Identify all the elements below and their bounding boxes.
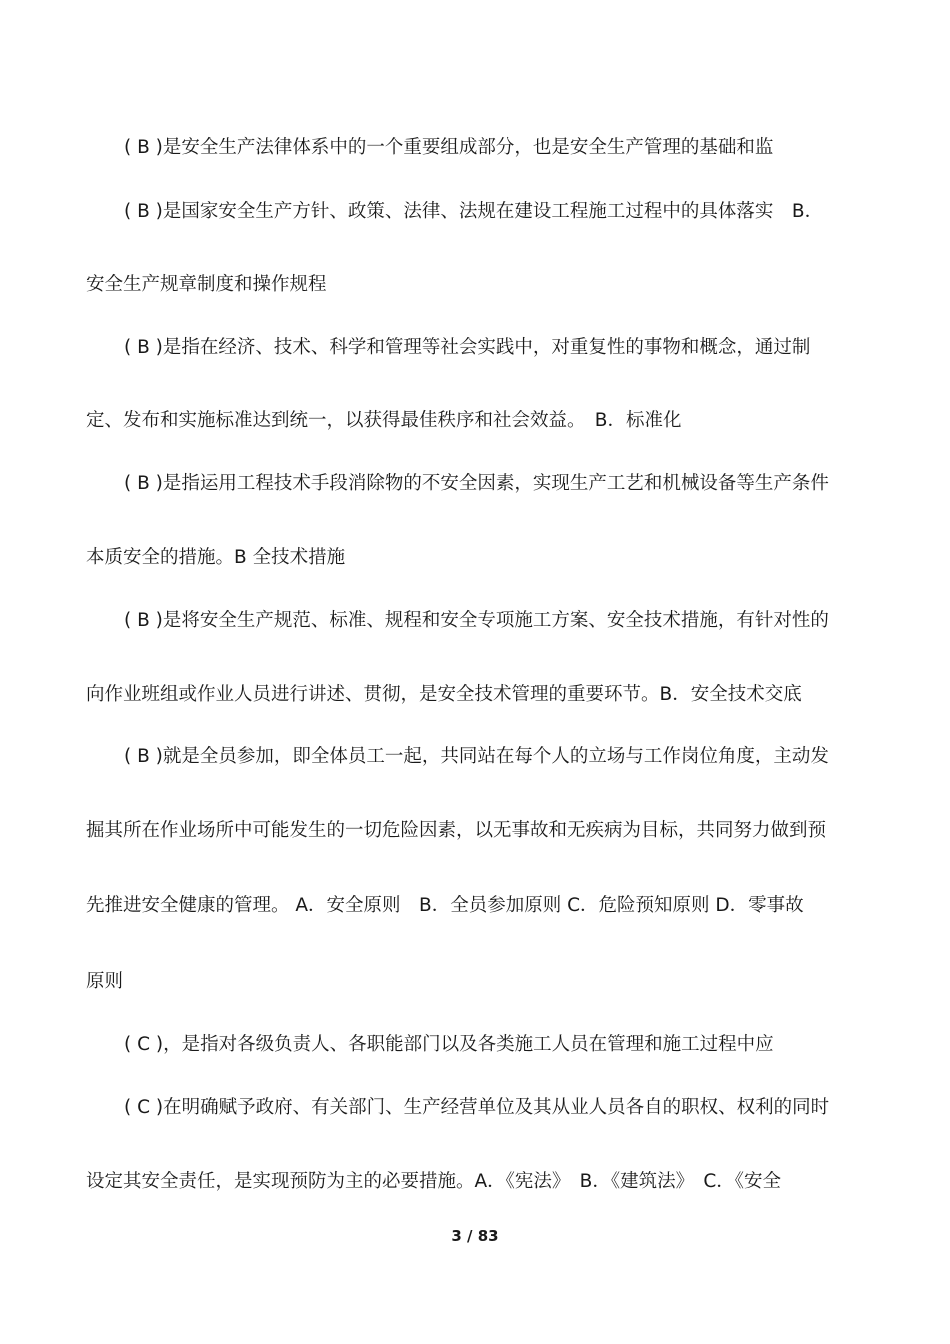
text-line: 定、发布和实施标准达到统一，以获得最佳秩序和社会效益。 B．标准化 — [86, 410, 682, 431]
text-line: 安全生产规章制度和操作规程 — [86, 274, 327, 295]
text-line: ( C )，是指对各级负责人、各职能部门以及各类施工人员在管理和施工过程中应 — [124, 1034, 774, 1055]
text-line: ( B )是国家安全生产方针、政策、法律、法规在建设工程施工过程中的具体落实 B． — [124, 201, 824, 222]
text-line: ( C )在明确赋予政府、有关部门、生产经营单位及其从业人员各自的职权、权利的同时 — [124, 1097, 830, 1118]
text-line: 先推进安全健康的管理。 A．安全原则 B．全员参加原则 C．危险预知原则 D．零事故 — [86, 895, 804, 916]
text-line: 设定其安全责任，是实现预防为主的必要措施。A．《宪法》 B．《建筑法》 C．《安全 — [86, 1171, 782, 1192]
text-line: 掘其所在作业场所中可能发生的一切危险因素，以无事故和无疾病为目标，共同努力做到预 — [86, 820, 827, 841]
text-line: ( B )是指在经济、技术、科学和管理等社会实践中，对重复性的事物和概念，通过制 — [124, 337, 811, 358]
text-line: 原则 — [86, 971, 124, 992]
text-line: ( B )就是全员参加，即全体员工一起，共同站在每个人的立场与工作岗位角度，主动发 — [124, 746, 829, 767]
text-line: ( B )是安全生产法律体系中的一个重要组成部分，也是安全生产管理的基础和监 — [124, 137, 774, 158]
text-line: ( B )是将安全生产规范、标准、规程和安全专项施工方案、安全技术措施，有针对性的 — [124, 610, 829, 631]
text-line: 向作业班组或作业人员进行讲述、贯彻，是安全技术管理的重要环节。B．安全技术交底 — [86, 684, 802, 705]
page-number: 3 / 83 — [451, 1227, 499, 1245]
text-line: 本质安全的措施。B 全技术措施 — [86, 547, 346, 568]
text-line: ( B )是指运用工程技术手段消除物的不安全因素，实现生产工艺和机械设备等生产条件 — [124, 473, 829, 494]
